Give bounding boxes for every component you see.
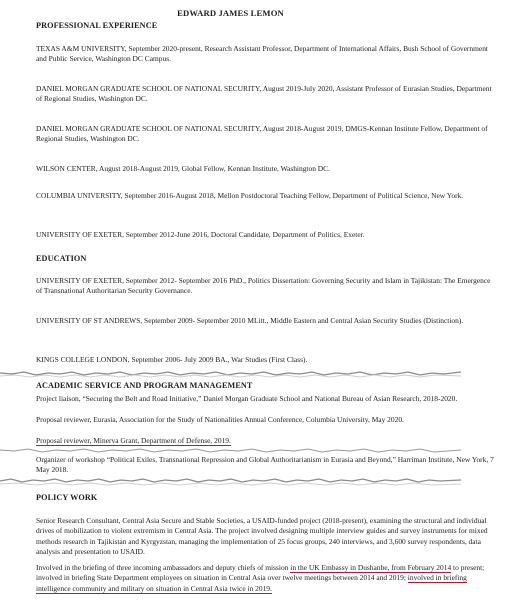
education-entry-kings-college: KINGS COLLEGE LONDON, September 2006- July 2009 BA., War Studies (First Class).: [36, 355, 308, 364]
academic-entry-workshop-organizer: Organizer of workshop “Political Exiles, Transnational Repression and Global Authoritarianism in Eurasia and Beyond,” Harriman Institute, New York, 7 May 2018.: [36, 455, 494, 475]
section-heading-education: EDUCATION: [36, 254, 87, 263]
education-entry-st-andrews: UNIVERSITY OF ST ANDREWS, September 2009- September 2010 MLitt., Middle Eastern and Central Asian Security Studies (Distinction).: [36, 316, 464, 325]
professional-entry-columbia: COLUMBIA UNIVERSITY, September 2016-August 2018, Mellon Postdoctoral Teaching Fellow, Department of Political Science, New York.: [36, 191, 464, 200]
highlighted-text: involved in briefing intelligence community and military on situation in Central Asia twice in 2019.: [36, 573, 467, 593]
education-entry-exeter: UNIVERSITY OF EXETER, September 2012- September 2016 PhD., Politics Dissertation: Governing Security and Islam in Tajikistan: The Emergence of Transnational Authoritarian Security Governance.: [36, 276, 491, 296]
section-heading-policy-work: POLICY WORK: [36, 493, 98, 502]
cv-name: EDWARD JAMES LEMON: [177, 8, 284, 18]
professional-entry-wilson-center: WILSON CENTER, August 2018-August 2019, Global Fellow, Kennan Institute, Washington DC.: [36, 164, 330, 173]
academic-entry-proposal-reviewer-eurasia: Proposal reviewer, Eurasia, Association for the Study of Nationalities Annual Conference, Columbia University, May 2020.: [36, 415, 404, 424]
torn-edge-divider: [0, 369, 461, 379]
section-heading-academic-service: ACADEMIC SERVICE AND PROGRAM MANAGEMENT: [36, 381, 253, 390]
highlighted-text: Proposal reviewer, Minerva Grant, Department of Defense, 2019.: [36, 436, 231, 445]
policy-entry-briefings: Involved in the briefing of three incoming ambassadors and deputy chiefs of mission in the UK Embassy in Dushanbe, from February 2014 to present; involved in briefing State Department employees on situation in Central Asia over twelve meetings between 2014 and 2019; involved in briefing intelligence community and military on situation in Central Asia twice in 2019.: [36, 563, 485, 593]
professional-entry-dmgs-assistant-professor: DANIEL MORGAN GRADUATE SCHOOL OF NATIONAL SECURITY, August 2019-July 2020, Assistant Professor of Eurasian Studies, Department of Regional Studies, Washington DC.: [36, 84, 492, 104]
policy-entry-usaid-consultant: Senior Research Consultant, Central Asia Secure and Stable Societies, a USAID-funded project (2018-present), examining the structural and individual drives of mobilization to violent extremism in Central Asia. The project involved designing multiple interview guides and survey instruments for mixed methods research in Tajikistan and Kyrgyzstan, managing the implementation of 25 focus groups, 240 interviews, and 3,600 survey respondents, data analysis and presentation to USAID.: [36, 516, 488, 556]
professional-entry-exeter: UNIVERSITY OF EXETER, September 2012-June 2016, Doctoral Candidate, Department of Politics, Exeter.: [36, 230, 365, 239]
section-heading-professional: PROFESSIONAL EXPERIENCE: [36, 21, 158, 30]
academic-entry-proposal-reviewer-minerva: [0, 436, 515, 446]
academic-entry-project-liaison: Project liaison, “Securing the Belt and Road Initiative,” Daniel Morgan Graduate School and National Bureau of Asian Research, 2018-2020.: [36, 394, 458, 403]
torn-edge-divider: [0, 476, 461, 486]
professional-entry-dmgs-kennan-fellow: DANIEL MORGAN GRADUATE SCHOOL OF NATIONAL SECURITY, August 2018-August 2019, DMGS-Kennan Institute Fellow, Department of Regional Studies, Washington DC.: [36, 124, 488, 144]
professional-entry-texas-am: TEXAS A&M UNIVERSITY, September 2020-present, Research Assistant Professor, Department of International Affairs, Bush School of Government and Public Service, Washington DC Campus.: [36, 44, 489, 64]
highlighted-text: in the UK Embassy in Dushanbe, from February 2014: [290, 563, 452, 572]
torn-edge-divider: [0, 447, 461, 455]
